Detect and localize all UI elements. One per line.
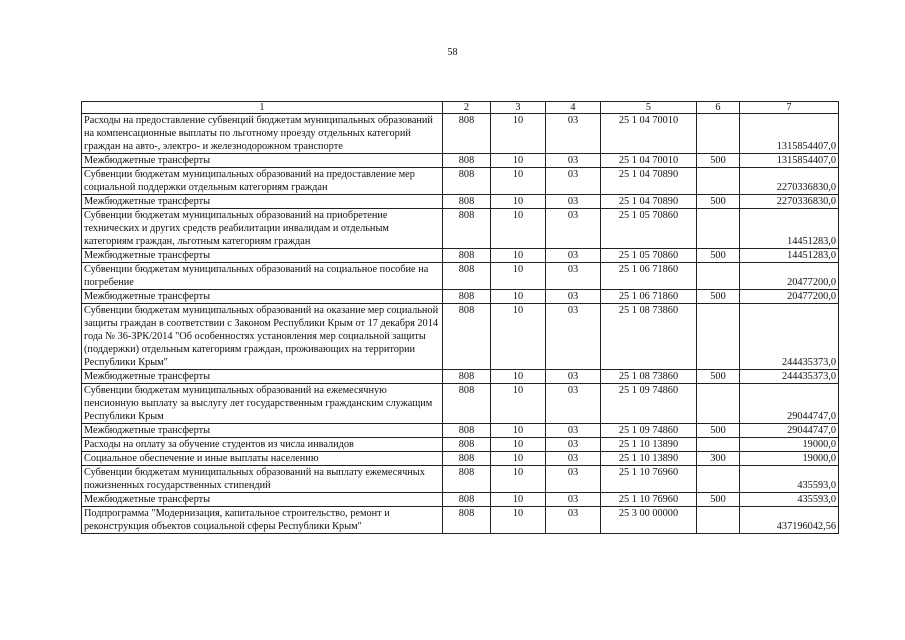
- section-code-cell: 10: [491, 249, 546, 263]
- subsection-code-cell: 03: [546, 195, 601, 209]
- expense-name-cell: Межбюджетные трансферты: [82, 424, 443, 438]
- ministry-code-cell: 808: [443, 114, 491, 154]
- expense-kind-cell: [697, 304, 740, 370]
- expense-name-cell: Субвенции бюджетам муниципальных образований на ежемесячную пенсионную выплату за выслугу лет государственным гражданским служащим Республики Крым: [82, 384, 443, 424]
- ministry-code-cell: 808: [443, 507, 491, 534]
- column-header-4: 4: [546, 102, 601, 114]
- subsection-code-cell: 03: [546, 370, 601, 384]
- section-code-cell: 10: [491, 384, 546, 424]
- section-code-cell: 10: [491, 290, 546, 304]
- expense-name-cell: Субвенции бюджетам муниципальных образований на оказание мер социальной защиты граждан в соответствии с Законом Республики Крым от 17 декабря 2014 года № 36-ЗРК/2014 "Об особенностях установления мер социальной защиты (поддержки) отдельным категориям граждан, проживающих на территории Республики Крым": [82, 304, 443, 370]
- expense-name-cell: Социальное обеспечение и иные выплаты населению: [82, 452, 443, 466]
- table-row: [82, 370, 839, 384]
- expense-name-cell: Субвенции бюджетам муниципальных образований на социальное пособие на погребение: [82, 263, 443, 290]
- amount-cell: 29044747,0: [740, 384, 839, 424]
- table-row: [82, 384, 839, 424]
- subsection-code-cell: 03: [546, 438, 601, 452]
- subsection-code-cell: 03: [546, 304, 601, 370]
- table-row: [82, 507, 839, 534]
- expense-name-cell: Субвенции бюджетам муниципальных образований на приобретение технических и других средств реабилитации инвалидам и отдельным категориям граждан, льготным категориям граждан: [82, 209, 443, 249]
- expense-kind-cell: [697, 263, 740, 290]
- subsection-code-cell: 03: [546, 249, 601, 263]
- expense-name-cell: Субвенции бюджетам муниципальных образований на выплату ежемесячных пожизненных государственных стипендий: [82, 466, 443, 493]
- amount-cell: 19000,0: [740, 452, 839, 466]
- ministry-code-cell: 808: [443, 493, 491, 507]
- table-row: [82, 249, 839, 263]
- ministry-code-cell: 808: [443, 154, 491, 168]
- column-number-row: [82, 102, 839, 114]
- column-header-2: 2: [443, 102, 491, 114]
- expense-name-cell: Межбюджетные трансферты: [82, 290, 443, 304]
- target-article-cell: 25 1 08 73860: [601, 304, 697, 370]
- target-article-cell: 25 1 10 13890: [601, 452, 697, 466]
- target-article-cell: 25 1 09 74860: [601, 384, 697, 424]
- column-header-6: 6: [697, 102, 740, 114]
- expense-name-cell: Подпрограмма "Модернизация, капитальное строительство, ремонт и реконструкция объектов социальной сферы Республики Крым": [82, 507, 443, 534]
- target-article-cell: 25 1 04 70010: [601, 154, 697, 168]
- expense-kind-cell: [697, 438, 740, 452]
- target-article-cell: 25 1 04 70010: [601, 114, 697, 154]
- subsection-code-cell: 03: [546, 384, 601, 424]
- table-row: [82, 154, 839, 168]
- expense-kind-cell: [697, 168, 740, 195]
- amount-cell: 19000,0: [740, 438, 839, 452]
- expense-kind-cell: 500: [697, 290, 740, 304]
- section-code-cell: 10: [491, 493, 546, 507]
- expense-kind-cell: 500: [697, 493, 740, 507]
- amount-cell: 435593,0: [740, 466, 839, 493]
- amount-cell: 2270336830,0: [740, 195, 839, 209]
- budget-table-body: [82, 102, 839, 534]
- ministry-code-cell: 808: [443, 466, 491, 493]
- expense-name-cell: Межбюджетные трансферты: [82, 154, 443, 168]
- section-code-cell: 10: [491, 466, 546, 493]
- table-row: [82, 290, 839, 304]
- target-article-cell: 25 1 10 76960: [601, 493, 697, 507]
- target-article-cell: 25 1 04 70890: [601, 195, 697, 209]
- amount-cell: 244435373,0: [740, 370, 839, 384]
- subsection-code-cell: 03: [546, 507, 601, 534]
- ministry-code-cell: 808: [443, 438, 491, 452]
- table-row: [82, 424, 839, 438]
- expense-kind-cell: [697, 114, 740, 154]
- amount-cell: 437196042,56: [740, 507, 839, 534]
- section-code-cell: 10: [491, 168, 546, 195]
- subsection-code-cell: 03: [546, 424, 601, 438]
- target-article-cell: 25 1 04 70890: [601, 168, 697, 195]
- section-code-cell: 10: [491, 195, 546, 209]
- table-row: [82, 452, 839, 466]
- target-article-cell: 25 1 10 13890: [601, 438, 697, 452]
- amount-cell: 435593,0: [740, 493, 839, 507]
- expense-name-cell: Межбюджетные трансферты: [82, 195, 443, 209]
- subsection-code-cell: 03: [546, 452, 601, 466]
- expense-kind-cell: 500: [697, 249, 740, 263]
- expense-kind-cell: 500: [697, 154, 740, 168]
- ministry-code-cell: 808: [443, 263, 491, 290]
- column-header-7: 7: [740, 102, 839, 114]
- column-header-3: 3: [491, 102, 546, 114]
- subsection-code-cell: 03: [546, 154, 601, 168]
- ministry-code-cell: 808: [443, 304, 491, 370]
- ministry-code-cell: 808: [443, 249, 491, 263]
- column-header-5: 5: [601, 102, 697, 114]
- target-article-cell: 25 1 05 70860: [601, 249, 697, 263]
- expense-name-cell: Расходы на предоставление субвенций бюджетам муниципальных образований на компенсационные выплаты по льготному проезду отдельных категорий граждан на авто-, электро- и железнодорожном транспорте: [82, 114, 443, 154]
- amount-cell: 29044747,0: [740, 424, 839, 438]
- table-row: [82, 263, 839, 290]
- table-row: [82, 114, 839, 154]
- amount-cell: 1315854407,0: [740, 114, 839, 154]
- table-row: [82, 168, 839, 195]
- amount-cell: 20477200,0: [740, 290, 839, 304]
- section-code-cell: 10: [491, 452, 546, 466]
- budget-table: [81, 101, 839, 534]
- target-article-cell: 25 1 06 71860: [601, 263, 697, 290]
- expense-kind-cell: [697, 466, 740, 493]
- amount-cell: 14451283,0: [740, 249, 839, 263]
- amount-cell: 1315854407,0: [740, 154, 839, 168]
- subsection-code-cell: 03: [546, 168, 601, 195]
- ministry-code-cell: 808: [443, 209, 491, 249]
- ministry-code-cell: 808: [443, 452, 491, 466]
- ministry-code-cell: 808: [443, 195, 491, 209]
- ministry-code-cell: 808: [443, 384, 491, 424]
- subsection-code-cell: 03: [546, 114, 601, 154]
- table-row: [82, 493, 839, 507]
- section-code-cell: 10: [491, 263, 546, 290]
- expense-kind-cell: [697, 507, 740, 534]
- amount-cell: 244435373,0: [740, 304, 839, 370]
- subsection-code-cell: 03: [546, 493, 601, 507]
- amount-cell: 20477200,0: [740, 263, 839, 290]
- table-row: [82, 438, 839, 452]
- ministry-code-cell: 808: [443, 370, 491, 384]
- target-article-cell: 25 1 09 74860: [601, 424, 697, 438]
- target-article-cell: 25 1 08 73860: [601, 370, 697, 384]
- page-number: 58: [447, 47, 458, 58]
- section-code-cell: 10: [491, 424, 546, 438]
- expense-kind-cell: 500: [697, 195, 740, 209]
- table-row: [82, 209, 839, 249]
- section-code-cell: 10: [491, 154, 546, 168]
- section-code-cell: 10: [491, 114, 546, 154]
- expense-kind-cell: 500: [697, 370, 740, 384]
- expense-kind-cell: 500: [697, 424, 740, 438]
- ministry-code-cell: 808: [443, 290, 491, 304]
- target-article-cell: 25 3 00 00000: [601, 507, 697, 534]
- amount-cell: 2270336830,0: [740, 168, 839, 195]
- expense-name-cell: Межбюджетные трансферты: [82, 370, 443, 384]
- table-row: [82, 304, 839, 370]
- column-header-1: 1: [82, 102, 443, 114]
- section-code-cell: 10: [491, 209, 546, 249]
- section-code-cell: 10: [491, 370, 546, 384]
- target-article-cell: 25 1 06 71860: [601, 290, 697, 304]
- section-code-cell: 10: [491, 438, 546, 452]
- amount-cell: 14451283,0: [740, 209, 839, 249]
- expense-name-cell: Межбюджетные трансферты: [82, 493, 443, 507]
- expense-kind-cell: 300: [697, 452, 740, 466]
- target-article-cell: 25 1 05 70860: [601, 209, 697, 249]
- subsection-code-cell: 03: [546, 209, 601, 249]
- section-code-cell: 10: [491, 507, 546, 534]
- table-row: [82, 466, 839, 493]
- ministry-code-cell: 808: [443, 424, 491, 438]
- expense-name-cell: Субвенции бюджетам муниципальных образований на предоставление мер социальной поддержки отдельным категориям граждан: [82, 168, 443, 195]
- expense-name-cell: Расходы на оплату за обучение студентов из числа инвалидов: [82, 438, 443, 452]
- expense-kind-cell: [697, 209, 740, 249]
- expense-name-cell: Межбюджетные трансферты: [82, 249, 443, 263]
- section-code-cell: 10: [491, 304, 546, 370]
- expense-kind-cell: [697, 384, 740, 424]
- subsection-code-cell: 03: [546, 466, 601, 493]
- ministry-code-cell: 808: [443, 168, 491, 195]
- table-row: [82, 195, 839, 209]
- subsection-code-cell: 03: [546, 263, 601, 290]
- target-article-cell: 25 1 10 76960: [601, 466, 697, 493]
- subsection-code-cell: 03: [546, 290, 601, 304]
